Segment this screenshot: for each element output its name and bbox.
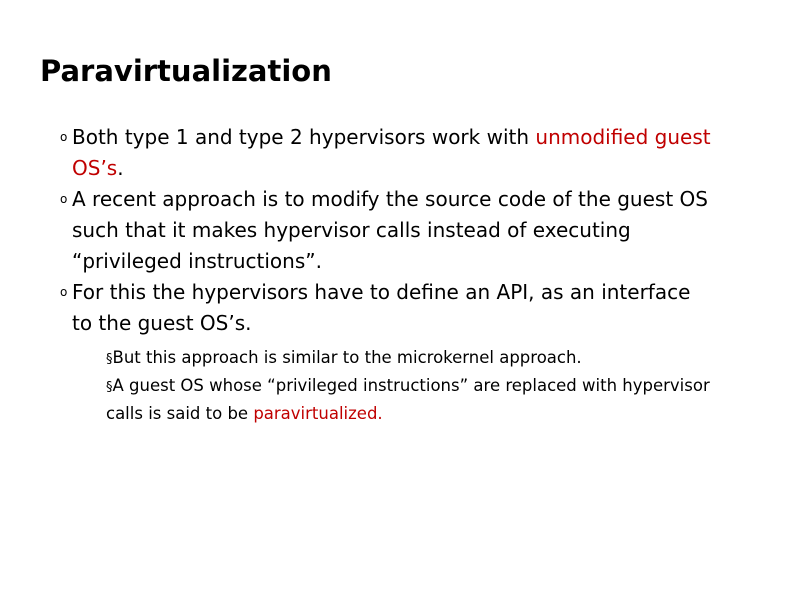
slide-title: Paravirtualization bbox=[40, 54, 332, 88]
section-sign-icon: § bbox=[106, 380, 113, 395]
bullet-list bbox=[60, 122, 712, 427]
bullet-marker-icon: o bbox=[60, 285, 68, 299]
bullet-marker-icon: o bbox=[60, 130, 68, 144]
sub-bullet-text: But this approach is similar to the microkernel approach. bbox=[112, 348, 582, 367]
highlighted-term: unmodified guest OS’s bbox=[72, 125, 711, 180]
bullet-text: For this the hypervisors have to define an API, as an interface to the guest OS’s. bbox=[72, 280, 691, 335]
bullet-text-end: . bbox=[117, 156, 124, 180]
bullet-item bbox=[60, 184, 712, 277]
sub-bullet-text: A guest OS whose “privileged instructions” are replaced with hypervisor calls is said to be bbox=[106, 376, 710, 423]
bullet-item bbox=[60, 122, 712, 184]
bullet-text: Both type 1 and type 2 hypervisors work with bbox=[72, 125, 536, 149]
section-sign-icon: § bbox=[106, 352, 113, 367]
highlighted-term: paravirtualized. bbox=[253, 404, 383, 423]
sub-bullet-item bbox=[106, 345, 712, 373]
sub-bullet-list bbox=[106, 345, 712, 427]
bullet-marker-icon: o bbox=[60, 192, 68, 206]
sub-bullet-item bbox=[106, 373, 712, 427]
bullet-item bbox=[60, 277, 712, 339]
bullet-text: A recent approach is to modify the source code of the guest OS such that it makes hypervisor calls instead of executing “privileged instructions”. bbox=[72, 187, 708, 273]
